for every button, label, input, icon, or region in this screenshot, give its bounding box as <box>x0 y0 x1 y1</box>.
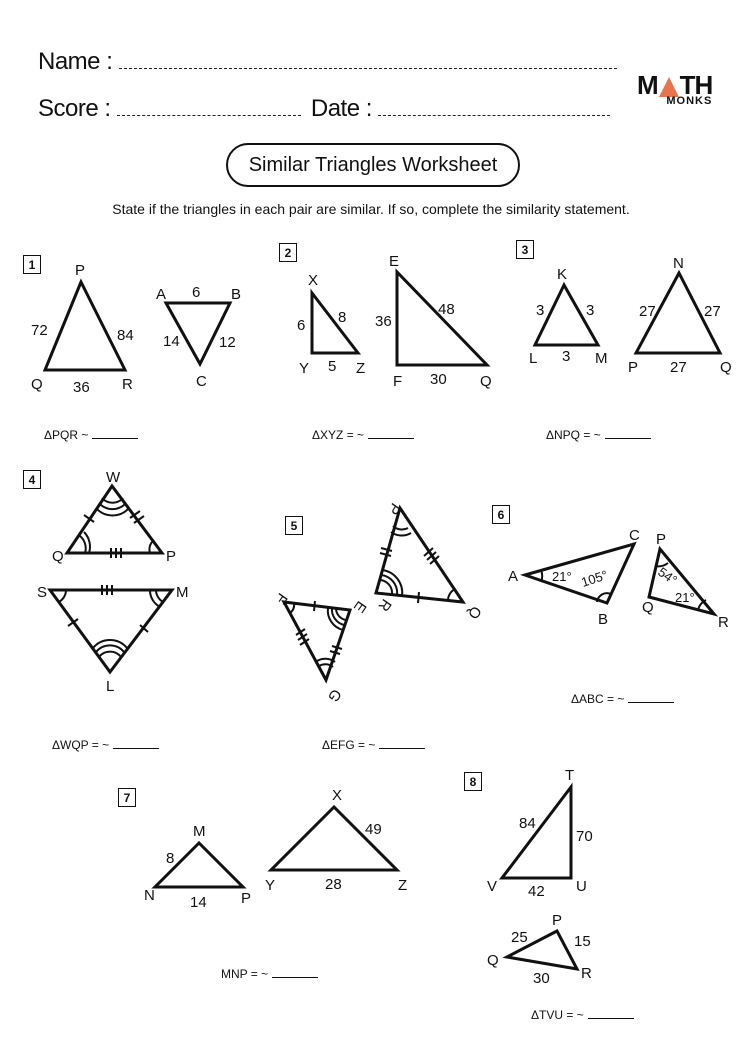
vertex-label: X <box>332 787 343 804</box>
vertex-label: P <box>383 499 404 518</box>
side-label: 6 <box>297 317 306 334</box>
answer-row-6 <box>571 692 674 706</box>
side-label: 28 <box>325 876 342 893</box>
date-label: Date : <box>310 95 372 122</box>
answer-prompt: MNP = ~ <box>221 967 269 981</box>
vertex-label: N <box>673 255 684 272</box>
answer-blank[interactable] <box>379 748 425 749</box>
side-label: 84 <box>519 815 536 832</box>
problem-number-1: 1 <box>23 255 41 274</box>
answer-prompt: ΔTVU = ~ <box>531 1008 584 1022</box>
answer-row-5 <box>322 738 425 752</box>
side-label: 42 <box>528 883 545 900</box>
answer-row-4 <box>52 738 159 752</box>
answer-row-8 <box>531 1008 634 1022</box>
side-label: 8 <box>166 850 175 867</box>
vertex-label: Q <box>642 599 654 616</box>
vertex-label: L <box>529 350 538 367</box>
side-label: 3 <box>586 302 595 319</box>
problem-number-4: 4 <box>23 470 41 489</box>
angle-label: 105° <box>579 567 610 590</box>
vertex-label: R <box>718 614 729 631</box>
vertex-label: R <box>374 595 395 615</box>
vertex-label: N <box>144 887 155 904</box>
vertex-label: R <box>581 965 592 982</box>
vertex-label: W <box>106 469 121 486</box>
vertex-label: F <box>271 589 291 607</box>
triangle-xyz <box>312 293 358 353</box>
side-label: 30 <box>533 970 550 987</box>
problem-number-3: 3 <box>516 240 534 259</box>
triangle-feg <box>284 602 350 680</box>
vertex-label: L <box>106 678 115 695</box>
vertex-label: P <box>241 890 252 907</box>
side-label: 3 <box>536 302 545 319</box>
side-label: 27 <box>670 359 687 376</box>
side-label: 25 <box>511 929 528 946</box>
angle-label: 21° <box>552 569 572 584</box>
vertex-label: Q <box>720 359 732 376</box>
logo-subtitle: MONKS <box>666 95 713 107</box>
side-label: 84 <box>117 327 134 344</box>
answer-prompt: ΔXYZ = ~ <box>312 428 365 442</box>
name-label: Name : <box>38 48 113 75</box>
vertex-label: C <box>196 373 207 390</box>
vertex-label: A <box>156 286 167 303</box>
answer-blank[interactable] <box>605 438 651 439</box>
vertex-label: M <box>595 350 608 367</box>
problem-number-2: 2 <box>279 243 297 262</box>
side-label: 14 <box>190 894 207 911</box>
problem-number-5: 5 <box>285 516 303 535</box>
vertex-label: C <box>629 527 640 544</box>
answer-blank[interactable] <box>113 748 159 749</box>
vertex-label: Q <box>480 373 492 390</box>
vertex-label: Q <box>487 952 499 969</box>
answer-prompt: ΔPQR ~ <box>44 428 89 442</box>
answer-blank[interactable] <box>272 977 318 978</box>
triangle-pqr-1 <box>45 282 125 370</box>
vertex-label: V <box>487 878 498 895</box>
triangle-tvu <box>502 787 571 878</box>
problem-number-8: 8 <box>464 772 482 791</box>
problem-number-7: 7 <box>118 788 136 807</box>
vertex-label: Z <box>356 360 366 377</box>
side-label: 36 <box>73 379 90 396</box>
vertex-label: G <box>324 685 345 706</box>
vertex-label: K <box>557 266 568 283</box>
answer-prompt: ΔABC = ~ <box>571 692 625 706</box>
answer-row-1 <box>44 428 138 442</box>
answer-row-3 <box>546 428 651 442</box>
vertex-label: Z <box>398 877 408 894</box>
vertex-label: P <box>628 359 639 376</box>
side-label: 3 <box>562 348 571 365</box>
vertex-label: P <box>552 912 563 929</box>
side-label: 14 <box>163 333 180 350</box>
angle-label: 21° <box>675 590 695 605</box>
vertex-label: E <box>389 253 400 270</box>
side-label: 49 <box>365 821 382 838</box>
score-label: Score : <box>38 95 111 122</box>
worksheet-title: Similar Triangles Worksheet <box>226 143 520 187</box>
vertex-label: P <box>656 531 667 548</box>
side-label: 70 <box>576 828 593 845</box>
side-label: 30 <box>430 371 447 388</box>
triangle-wqp <box>67 486 162 553</box>
answer-blank[interactable] <box>628 702 674 703</box>
vertex-label: Y <box>265 877 276 894</box>
side-label: 12 <box>219 334 236 351</box>
side-label: 48 <box>438 301 455 318</box>
vertex-label: B <box>231 286 242 303</box>
answer-blank[interactable] <box>92 438 138 439</box>
side-label: 27 <box>704 303 721 320</box>
vertex-label: P <box>166 548 177 565</box>
answer-prompt: ΔEFG = ~ <box>322 738 376 752</box>
vertex-label: Q <box>52 548 64 565</box>
logo-letters-th: TH <box>679 70 713 100</box>
vertex-label: S <box>37 584 48 601</box>
side-label: 5 <box>328 358 337 375</box>
answer-row-7 <box>221 967 318 981</box>
vertex-label: R <box>122 376 133 393</box>
vertex-label: T <box>565 767 575 784</box>
vertex-label: P <box>75 262 86 279</box>
side-label: 72 <box>31 322 48 339</box>
answer-prompt: ΔWQP = ~ <box>52 738 110 752</box>
vertex-label: B <box>598 611 609 628</box>
vertex-label: Q <box>464 602 485 623</box>
answer-blank[interactable] <box>368 438 414 439</box>
vertex-label: A <box>508 568 519 585</box>
side-label: 15 <box>574 933 591 950</box>
triangle-xyz-7 <box>271 807 397 870</box>
vertex-label: M <box>193 823 206 840</box>
side-label: 27 <box>639 303 656 320</box>
problem-number-6: 6 <box>492 505 510 524</box>
vertex-label: F <box>393 373 403 390</box>
triangle-efq <box>397 272 487 365</box>
answer-row-2 <box>312 428 414 442</box>
vertex-label: E <box>349 597 370 616</box>
vertex-label: U <box>576 878 587 895</box>
answer-blank[interactable] <box>588 1018 634 1019</box>
vertex-label: Y <box>299 360 310 377</box>
instructions: State if the triangles in each pair are similar. If so, complete the similarity statement. <box>112 201 630 217</box>
vertex-label: M <box>176 584 189 601</box>
side-label: 6 <box>192 284 201 301</box>
logo-letter-m: M <box>637 70 658 100</box>
side-label: 8 <box>338 309 347 326</box>
vertex-label: X <box>308 272 319 289</box>
angle-label: 54° <box>655 564 680 588</box>
answer-prompt: ΔNPQ = ~ <box>546 428 601 442</box>
vertex-label: Q <box>31 376 43 393</box>
side-label: 36 <box>375 313 392 330</box>
